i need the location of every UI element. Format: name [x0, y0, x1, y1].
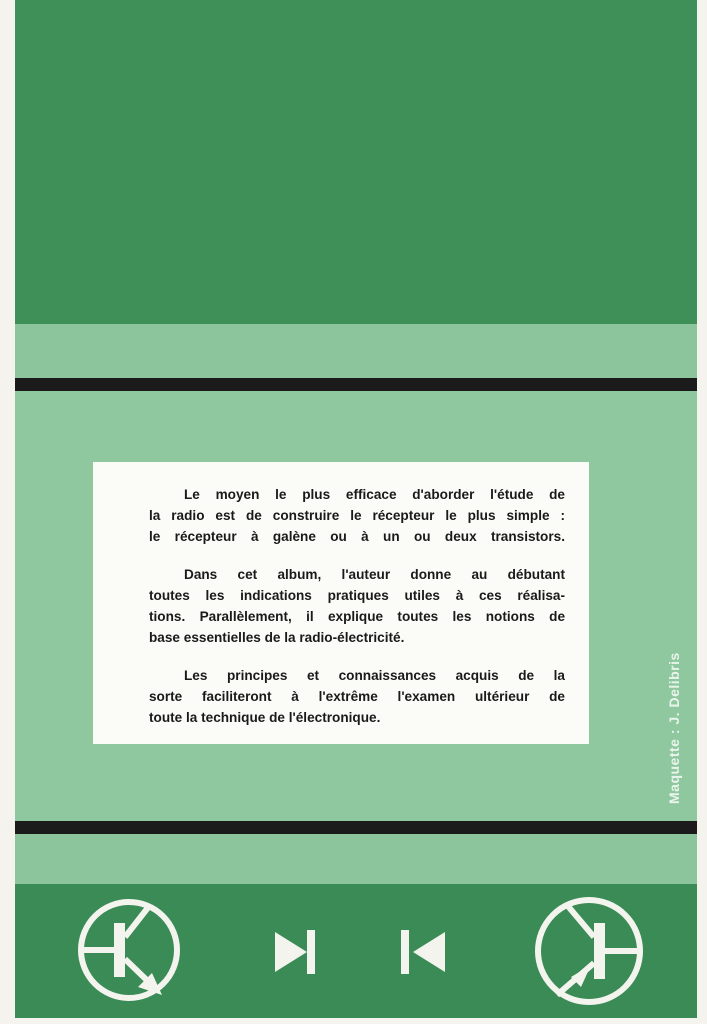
- top-green-band: [15, 0, 697, 324]
- text-line: Le moyen le plus efficace d'aborder l'étude de: [184, 487, 565, 502]
- description-panel: [93, 462, 589, 744]
- lower-light-band: [15, 834, 697, 884]
- text-line: Les principes et connaissances acquis de la: [184, 668, 565, 683]
- text-line: tions. Parallèlement, il explique toutes les notions de: [149, 609, 565, 624]
- transistor-npn-icon: [76, 897, 182, 1003]
- text-line: base essentielles de la radio-électricité.: [149, 630, 405, 645]
- back-cover: [15, 0, 697, 1018]
- paragraph-3: [149, 665, 565, 728]
- text-line: la radio est de construire le récepteur le plus simple :: [149, 508, 565, 523]
- text-line: le récepteur à galène ou à un ou deux transistors.: [149, 529, 565, 544]
- paragraph-2: [149, 564, 565, 648]
- text-line: toute la technique de l'électronique.: [149, 710, 381, 725]
- diode-left-icon: [399, 928, 447, 976]
- layout-credit: Maquette : J. Delibris: [666, 652, 682, 804]
- text-line: Dans cet album, l'auteur donne au débutant: [184, 567, 565, 582]
- transistor-pnp-icon: [533, 895, 645, 1007]
- paragraph-1: [149, 484, 565, 547]
- text-line: sorte faciliteront à l'extrême l'examen ultérieur de: [149, 689, 565, 704]
- lower-black-stripe: [15, 821, 697, 834]
- diode-right-icon: [273, 928, 321, 976]
- upper-black-stripe: [15, 378, 697, 391]
- text-line: toutes les indications pratiques utiles à ces réalisa-: [149, 588, 565, 603]
- upper-light-band: [15, 324, 697, 378]
